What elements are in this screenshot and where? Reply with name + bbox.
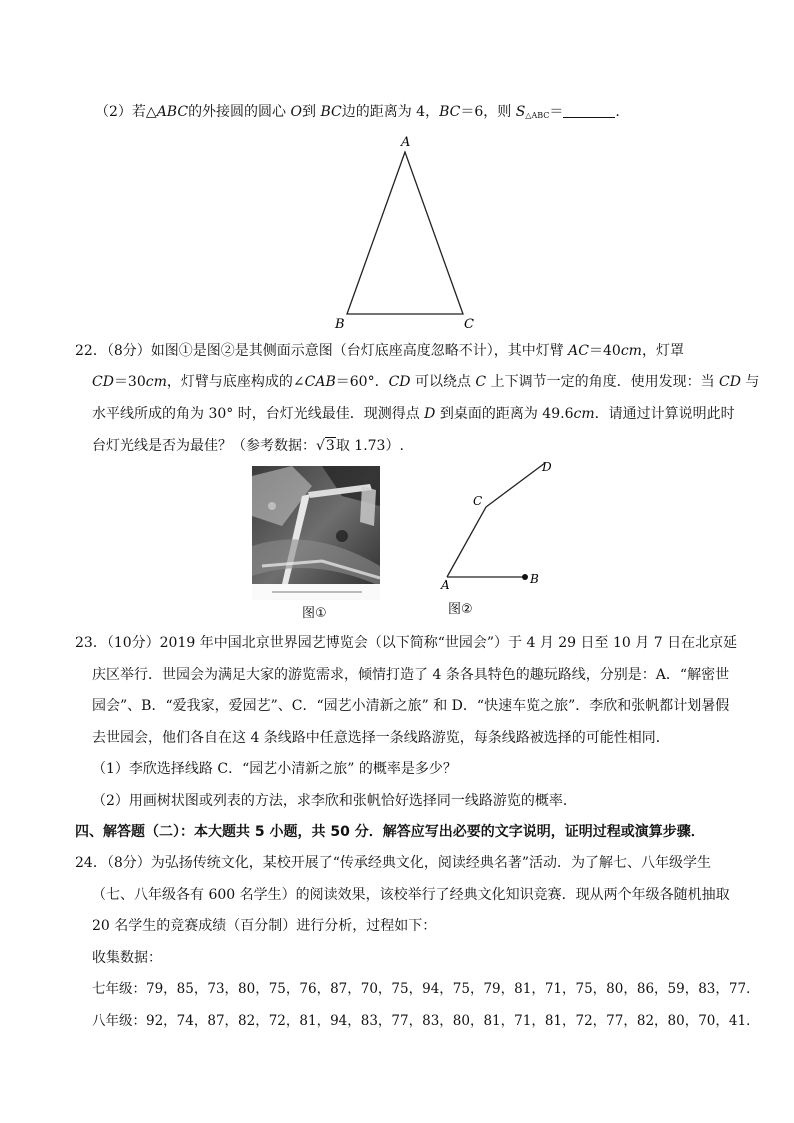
text: cm — [145, 374, 167, 390]
q23-sub2: （2）用画树状图或列表的方法，求李欣和张帆恰好选择同一线路游览的概率． — [92, 793, 577, 809]
text: 到桌面的距离为 49.6 — [435, 406, 574, 422]
text: CD — [719, 374, 741, 390]
text: ＝6，则 — [460, 104, 516, 120]
point-b-label: B — [530, 572, 539, 586]
text: 上下调节一定的角度．使用发现：当 — [486, 374, 720, 390]
text: ，灯罩 — [641, 343, 684, 359]
text: CD — [388, 374, 411, 390]
text: ＝60°． — [335, 374, 389, 390]
q24-line2: （七、八年级各有 600 名学生）的阅读效果，该校举行了经典文化知识竞赛．现从两个年级各随机抽取 — [92, 887, 730, 903]
vertex-c-label: C — [464, 317, 474, 332]
text: ．请通过计算说明此时 — [594, 406, 735, 422]
text: O — [290, 104, 302, 120]
vertex-a-label: A — [401, 135, 411, 150]
text: S — [515, 104, 526, 120]
q24-grade7-data: 七年级：79，85，73，80，75，76，87，70，75，94，75，79，81，71，75，80，86，59，83，77． — [92, 981, 760, 997]
figure-2-caption: 图② — [448, 602, 473, 617]
text: 边的距离为 4， — [341, 104, 440, 120]
section-4-heading: 四、解答题（二）：本大题共 5 小题，共 50 分．解答应写出必要的文字说明，证明过程或演算步骤． — [75, 824, 705, 840]
text: ，灯臂与底座构成的∠ — [166, 374, 305, 390]
text: BC — [439, 104, 461, 120]
text: ＝ — [549, 104, 564, 120]
sqrt-symbol: √3 — [316, 438, 335, 454]
text: 台灯光线是否为最佳？（参考数据： — [92, 438, 316, 454]
q23-line1: 23．（10分）2019 年中国北京世界园艺博览会（以下简称“世园会”）于 4 月 29 日至 10 月 7 日在北京延 — [75, 635, 738, 651]
q24-collect: 收集数据： — [92, 950, 162, 966]
text: D — [424, 406, 436, 422]
text: ＝30 — [113, 374, 146, 390]
q23-line4: 去世园会，他们各自在这 4 条线路中任意选择一条线路游览，每条线路被选择的可能性相同． — [92, 730, 670, 746]
q24-line1: 24．（8分）为弘扬传统文化，某校开展了“传承经典文化，阅读经典名著”活动．为了解七、八年级学生 — [75, 855, 712, 871]
text: CD — [92, 374, 114, 390]
lamp-photo — [252, 466, 380, 600]
text: BC — [320, 104, 342, 120]
text: 取 1.73）. — [335, 438, 404, 454]
answer-blank — [563, 103, 615, 118]
triangle-abc-figure — [330, 132, 480, 332]
text: C — [475, 374, 487, 390]
q22-line4 — [92, 436, 404, 456]
point-c-label: C — [473, 494, 483, 508]
text: CAB — [304, 374, 336, 390]
text: 可以绕点 — [410, 374, 476, 390]
text: △ABC — [525, 111, 550, 120]
point-a-label: A — [441, 578, 450, 592]
q24-grade8-data: 八年级：92，74，87，82，72，81，94，83，77，83，80，81，71，81，72，77，82，80，70，41． — [92, 1013, 760, 1029]
text: 水平线所成的角为 30° 时，台灯光线最佳．现测得点 — [92, 406, 425, 422]
point-d-label: D — [542, 460, 552, 474]
q22-line3 — [92, 404, 735, 424]
lamp-schematic — [435, 455, 550, 590]
q24-line3: 20 名学生的竞赛成绩（百分制）进行分析，过程如下： — [92, 918, 437, 934]
text: . — [615, 104, 620, 120]
text: ＝40 — [589, 343, 621, 359]
q22-line2 — [92, 372, 759, 392]
q23-line3: 园会”、B．“爱我家，爱园艺”、C．“园艺小清新之旅” 和 D．“快速车览之旅”．李欣和张帆都计划暑假 — [92, 698, 730, 714]
q23-sub1: （1）李欣选择线路 C．“园艺小清新之旅” 的概率是多少？ — [92, 761, 457, 777]
text: （2）若△ — [95, 104, 157, 120]
q23-line2: 庆区举行．世园会为满足大家的游览需求，倾情打造了 4 条各具特色的趣玩路线，分别是：A．“解密世 — [92, 667, 730, 683]
text: cm — [573, 406, 595, 422]
text: 22．（8分）如图①是图②是其侧面示意图（台灯底座高度忽略不计），其中灯臂 — [75, 343, 569, 359]
text: 到 — [302, 104, 321, 120]
q22-line1 — [75, 341, 684, 361]
text: 3 — [325, 438, 335, 454]
text: 与 — [740, 374, 760, 390]
vertex-b-label: B — [335, 317, 345, 332]
text: 的外接圆的圆心 — [188, 104, 291, 120]
text: cm — [620, 343, 642, 359]
figure-1-caption: 图① — [302, 606, 327, 621]
text: AC — [568, 343, 589, 359]
text: ABC — [156, 104, 189, 120]
q21-part2-line — [95, 102, 620, 126]
